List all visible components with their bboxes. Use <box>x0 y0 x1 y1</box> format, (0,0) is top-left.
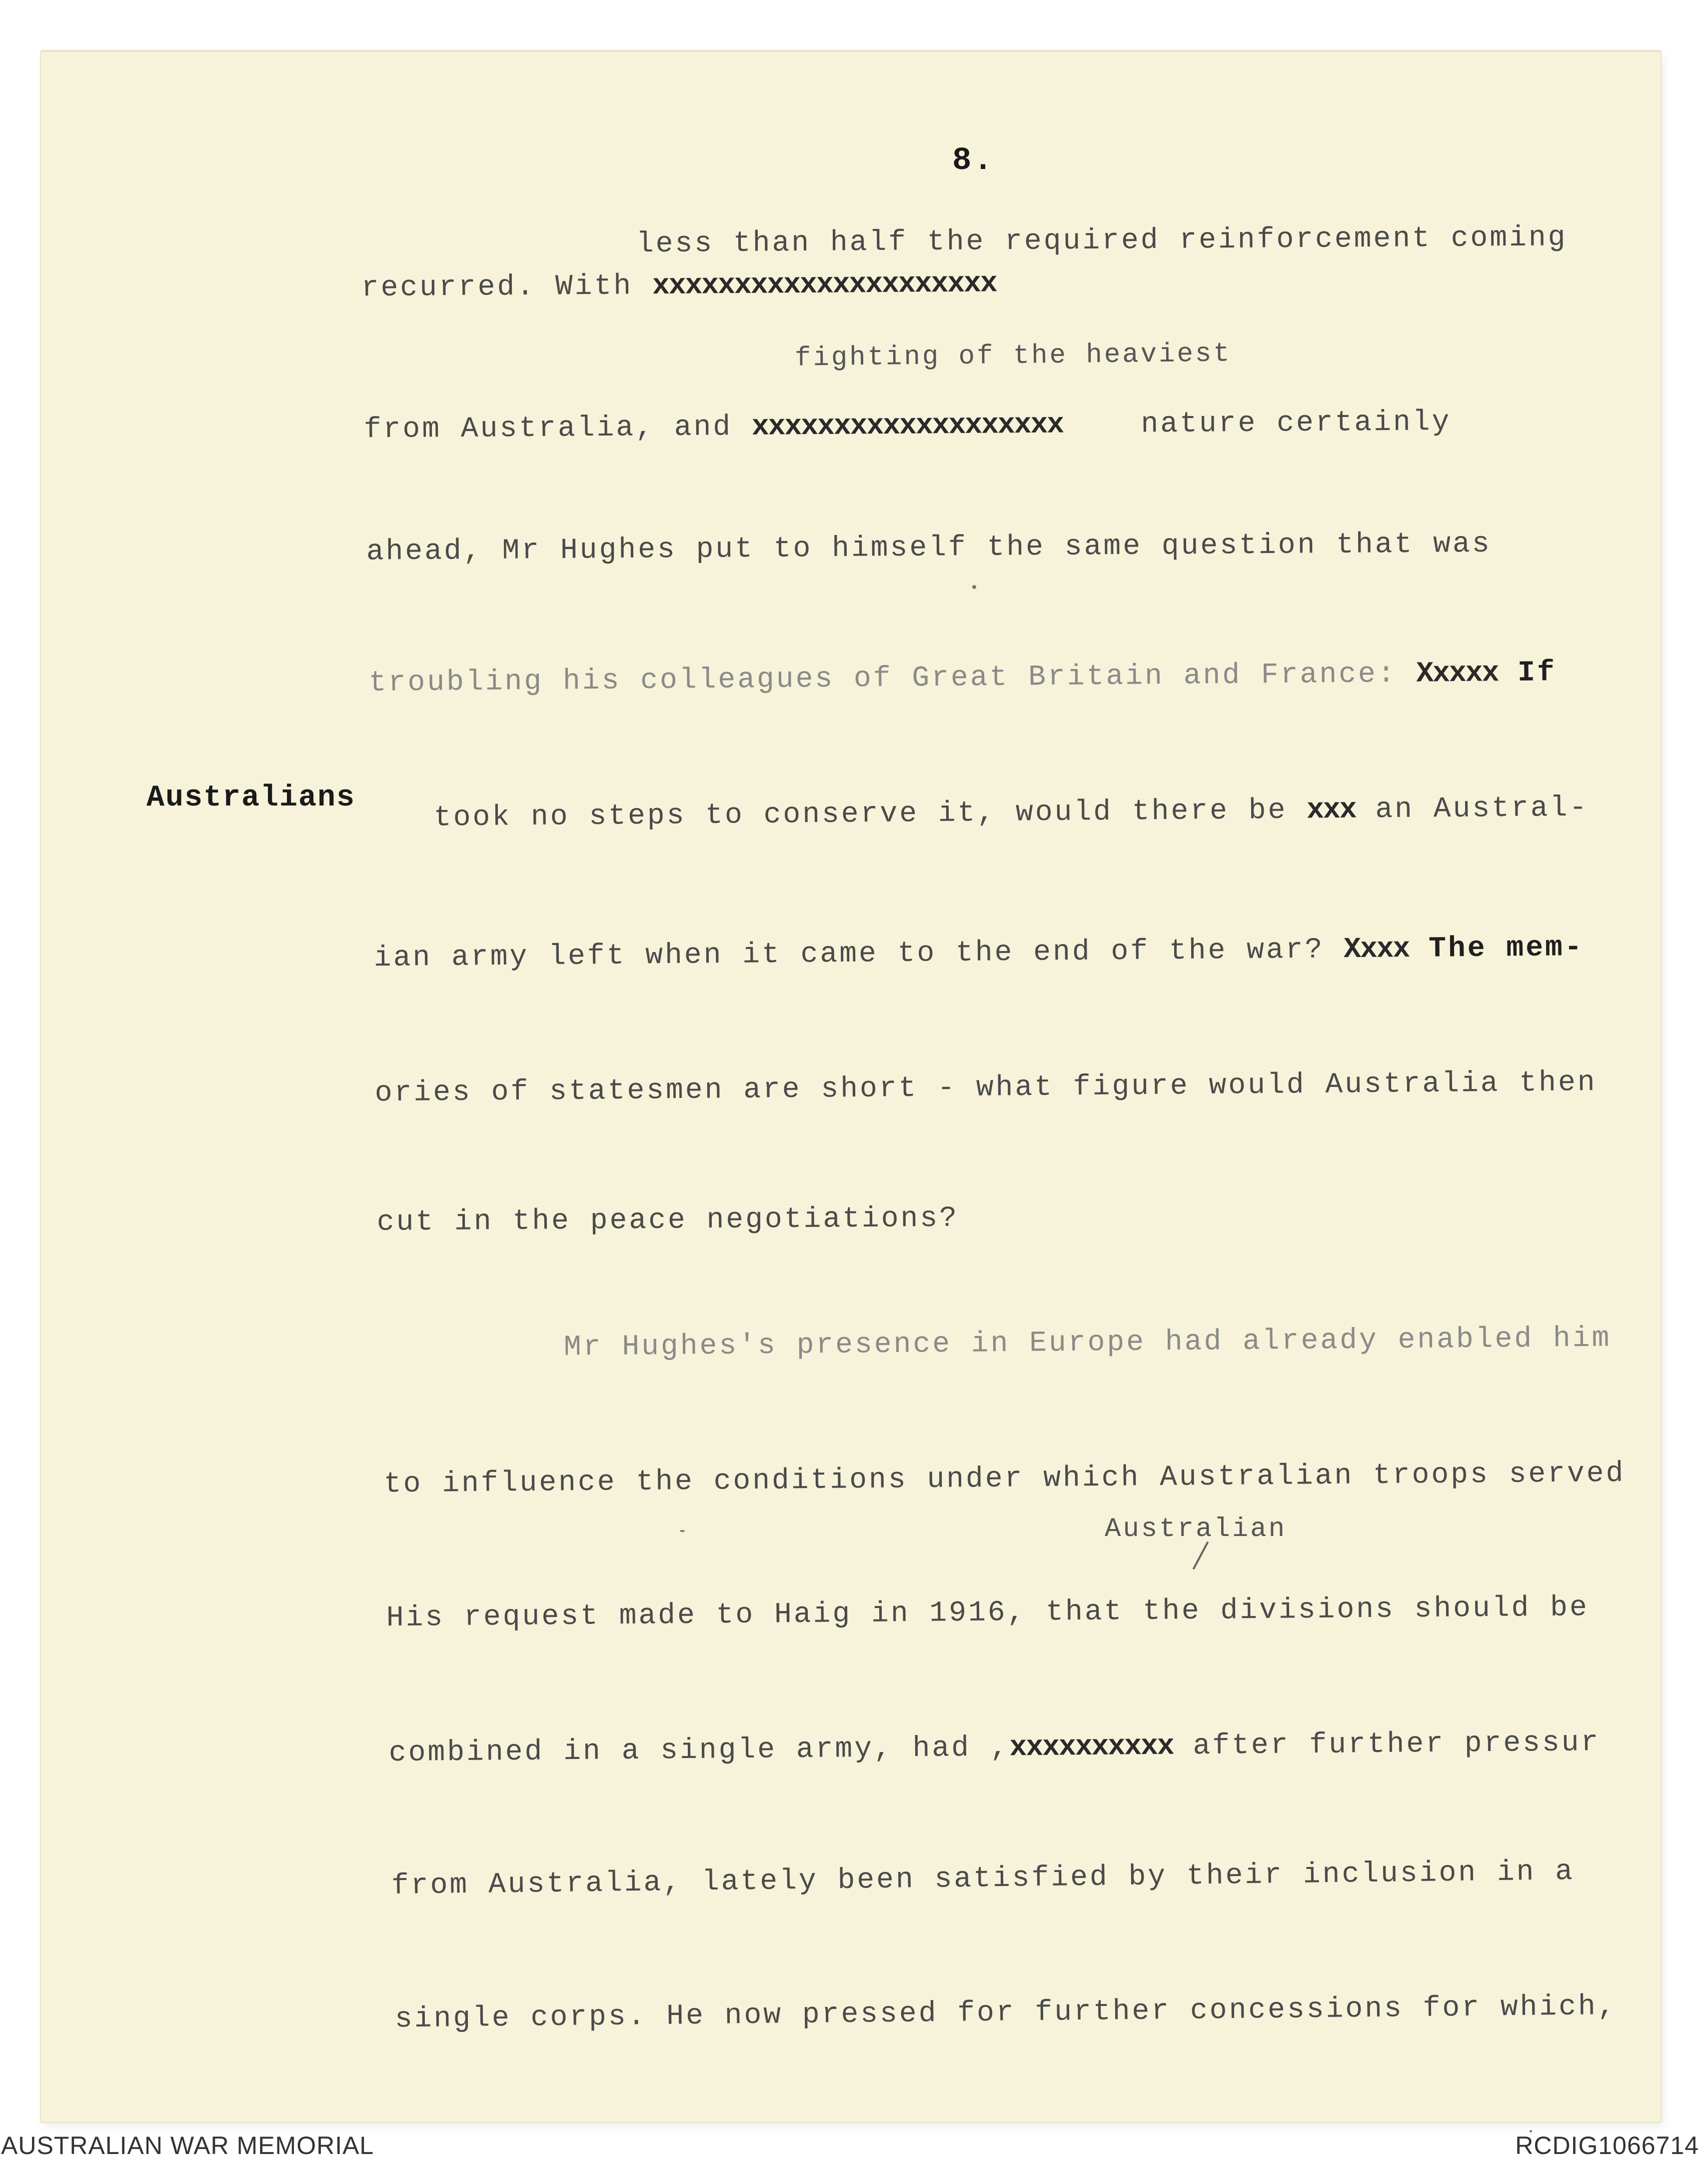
text-line-11 <box>345 1430 1626 1500</box>
text-line-10 <box>525 1296 1612 1363</box>
handwritten-insertion-1: fighting of the heaviest <box>794 338 1232 374</box>
text-line-2 <box>322 240 997 303</box>
page-number: 8. <box>952 143 995 179</box>
struck-out-text: xxxxxxxxxxxxxxxxxxx <box>751 408 1064 444</box>
archive-id: RCDIG1066714 <box>1515 2132 1699 2160</box>
text-segment: took no steps to conserve it, would there be <box>433 794 1307 834</box>
text-segment: nature certainly <box>1141 406 1452 441</box>
text-line-7 <box>335 904 1584 974</box>
ink-speck <box>972 585 976 589</box>
text-segment: from Australia, lately been satisfied by their inclusion in a <box>391 1856 1575 1902</box>
handwritten-insertion-2: Australian <box>1105 1514 1287 1544</box>
text-segment: If <box>1498 656 1557 690</box>
text-line-5 <box>330 630 1557 698</box>
text-line-4 <box>327 501 1492 567</box>
struck-out-text: xxxxxxxxxx <box>1009 1730 1174 1764</box>
text-line-8 <box>336 1040 1597 1108</box>
text-segment: Mr Hughes's presence in Europe had already enabled him <box>563 1322 1612 1364</box>
text-segment: an Austral- <box>1356 792 1589 826</box>
archive-credit: AUSTRALIAN WAR MEMORIAL <box>1 2132 374 2160</box>
text-line-13 <box>350 1700 1601 1768</box>
text-segment: ahead, Mr Hughes put to himself the same question that was <box>366 528 1492 568</box>
text-segment: combined in a single army, had , <box>388 1732 1010 1770</box>
struck-out-text: Xxxxx <box>1416 657 1499 690</box>
text-segment: recurred. With <box>361 270 653 305</box>
text-segment: to influence the conditions under which Australian troops served <box>383 1457 1626 1501</box>
text-segment: ian army left when it came to the end of the war? <box>373 934 1344 975</box>
text-segment: cut in the peace negotiations? <box>376 1202 959 1239</box>
ink-speck <box>680 1530 685 1532</box>
text-segment: single corps. He now pressed for further concessions for which, <box>394 1990 1617 2036</box>
margin-correction: Australians <box>146 781 356 815</box>
struck-out-text: Xxxx <box>1343 933 1410 966</box>
text-line-6 <box>395 765 1589 834</box>
struck-out-text: xxxxxxxxxxxxxxxxxxxxx <box>652 268 997 303</box>
text-segment: The mem- <box>1409 932 1584 966</box>
struck-out-text: xxx <box>1306 794 1356 827</box>
text-segment: after further pressur <box>1173 1726 1601 1763</box>
text-line-3 <box>325 379 1452 445</box>
text-segment: ories of statesmen are short - what figure would Australia then <box>374 1066 1597 1110</box>
text-line-12 <box>347 1564 1589 1634</box>
text-segment <box>1063 408 1141 441</box>
text-segment: from Australia, and <box>363 410 752 446</box>
text-line-9 <box>338 1176 959 1238</box>
text-segment: less than half the required reinforcement coming <box>636 222 1568 261</box>
text-segment: troubling his colleagues of Great Britain and France: <box>368 658 1417 700</box>
text-segment: His request made to Haig in 1916, that the divisions should be <box>386 1592 1590 1635</box>
